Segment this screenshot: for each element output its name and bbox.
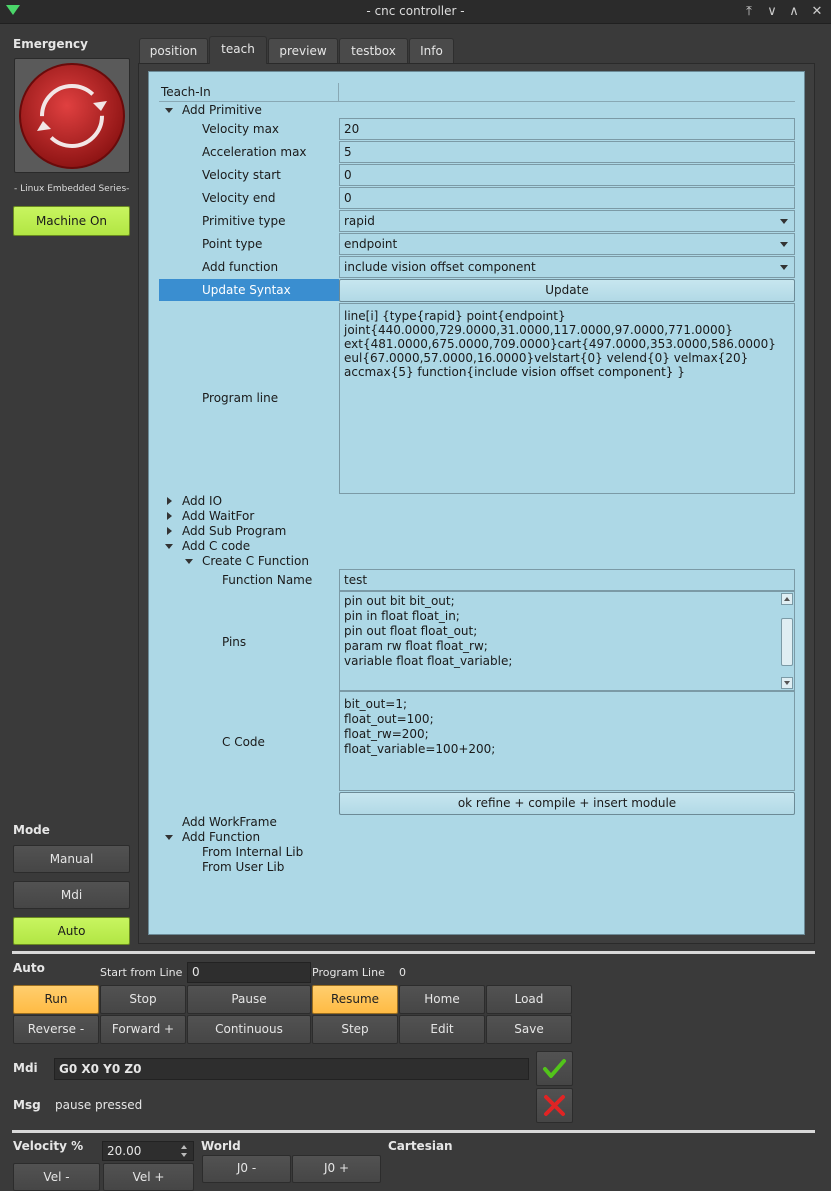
velocity-max-field[interactable]: 20: [339, 118, 795, 140]
chevron-down-icon: [780, 219, 788, 224]
expand-arrow-icon[interactable]: [167, 527, 172, 535]
tab-teach[interactable]: teach: [209, 36, 267, 64]
program-line-status-value: 0: [399, 966, 406, 979]
emergency-label: Emergency: [13, 37, 88, 51]
start-from-line-label: Start from Line: [100, 966, 183, 979]
program-line-status-label: Program Line: [312, 966, 385, 979]
add-io-item[interactable]: Add IO: [182, 494, 223, 508]
mdi-label: Mdi: [13, 1061, 38, 1075]
mdi-execute-button[interactable]: [536, 1051, 573, 1086]
pause-button[interactable]: Pause: [187, 985, 311, 1014]
add-function-label: Add function: [202, 260, 279, 274]
msg-clear-button[interactable]: [536, 1088, 573, 1123]
emergency-stop-button[interactable]: [14, 58, 130, 173]
point-type-value: endpoint: [344, 237, 398, 251]
resume-button[interactable]: Resume: [312, 985, 398, 1014]
mdi-command-input[interactable]: G0 X0 Y0 Z0: [54, 1058, 529, 1080]
add-function-select[interactable]: [339, 256, 795, 278]
primitive-type-value: rapid: [344, 214, 375, 228]
create-cfunction-item[interactable]: Create C Function: [202, 554, 309, 568]
mode-manual-button[interactable]: Manual: [13, 845, 130, 873]
maximize-icon[interactable]: ∧: [789, 4, 799, 19]
tab-info[interactable]: Info: [409, 38, 454, 63]
series-label: - Linux Embedded Series-: [14, 184, 130, 194]
spin-up-icon[interactable]: [181, 1145, 187, 1149]
add-function-value: include vision offset component: [344, 260, 536, 274]
divider: [12, 1130, 815, 1133]
program-line-label: Program line: [202, 391, 279, 405]
mode-label: Mode: [13, 823, 50, 837]
forward-button[interactable]: Forward +: [100, 1015, 186, 1044]
velocity-start-field[interactable]: 0: [339, 164, 795, 186]
update-syntax-row[interactable]: [159, 279, 339, 301]
velocity-minus-button[interactable]: Vel -: [13, 1163, 100, 1191]
divider: [12, 951, 815, 954]
j0-plus-button[interactable]: J0 +: [292, 1155, 381, 1183]
add-workframe-item[interactable]: Add WorkFrame: [182, 815, 277, 829]
tree-header-label: Teach-In: [161, 85, 211, 99]
minimize-icon[interactable]: ∨: [767, 4, 777, 19]
velocity-plus-button[interactable]: Vel +: [103, 1163, 194, 1191]
load-button[interactable]: Load: [486, 985, 572, 1014]
msg-text: pause pressed: [55, 1098, 143, 1112]
function-name-field[interactable]: test: [339, 569, 795, 591]
add-primitive-item[interactable]: Add Primitive: [182, 103, 262, 117]
from-internal-lib-item[interactable]: From Internal Lib: [202, 845, 304, 859]
mode-mdi-button[interactable]: Mdi: [13, 881, 130, 909]
expand-arrow-icon[interactable]: [165, 108, 173, 113]
velocity-max-label: Velocity max: [202, 122, 280, 136]
pins-text[interactable]: pin out bit bit_out; pin in float float_in; pin out float float_out; param rw float float_rw; variable float float_variable;: [339, 591, 795, 691]
title-bar: [0, 0, 831, 24]
acceleration-max-field[interactable]: 5: [339, 141, 795, 163]
chevron-down-icon: [780, 242, 788, 247]
checkmark-icon: [537, 1052, 572, 1085]
velocity-end-label: Velocity end: [202, 191, 276, 205]
add-subprogram-item[interactable]: Add Sub Program: [182, 524, 287, 538]
world-label: World: [201, 1139, 241, 1153]
update-syntax-label: Update Syntax: [202, 283, 291, 297]
expand-arrow-icon[interactable]: [167, 512, 172, 520]
window-title: - cnc controller -: [366, 4, 465, 18]
cartesian-label: Cartesian: [388, 1139, 453, 1153]
home-button[interactable]: Home: [399, 985, 485, 1014]
emergency-stop-icon: [15, 59, 131, 174]
from-user-lib-item[interactable]: From User Lib: [202, 860, 285, 874]
point-type-select[interactable]: [339, 233, 795, 255]
continuous-button[interactable]: Continuous: [187, 1015, 311, 1044]
acceleration-max-label: Acceleration max: [202, 145, 307, 159]
function-name-label: Function Name: [222, 573, 313, 587]
update-button[interactable]: Update: [339, 279, 795, 302]
scroll-thumb[interactable]: [781, 618, 793, 666]
pins-scrollbar[interactable]: [780, 592, 794, 690]
j0-minus-button[interactable]: J0 -: [202, 1155, 291, 1183]
close-icon: [537, 1089, 572, 1122]
tab-position[interactable]: position: [139, 38, 208, 63]
expand-arrow-icon[interactable]: [165, 835, 173, 840]
add-waitfor-item[interactable]: Add WaitFor: [182, 509, 255, 523]
auto-label: Auto: [13, 961, 45, 975]
save-button[interactable]: Save: [486, 1015, 572, 1044]
chevron-down-icon: [780, 265, 788, 270]
msg-label: Msg: [13, 1098, 41, 1112]
tab-testbox[interactable]: testbox: [339, 38, 408, 63]
ccode-text[interactable]: bit_out=1; float_out=100; float_rw=200; float_variable=100+200;: [339, 691, 795, 791]
velocity-end-field[interactable]: 0: [339, 187, 795, 209]
expand-arrow-icon[interactable]: [167, 497, 172, 505]
close-icon[interactable]: ✕: [811, 4, 823, 19]
primitive-type-select[interactable]: [339, 210, 795, 232]
ccode-label: C Code: [222, 735, 265, 749]
velocity-label: Velocity %: [13, 1139, 84, 1153]
expand-arrow-icon[interactable]: [185, 559, 193, 564]
machine-on-button[interactable]: Machine On: [13, 206, 130, 236]
tree-header: [159, 83, 795, 102]
spin-down-icon[interactable]: [181, 1153, 187, 1157]
keep-above-icon[interactable]: ⤒: [746, 4, 752, 19]
velocity-start-label: Velocity start: [202, 168, 281, 182]
point-type-label: Point type: [202, 237, 263, 251]
add-function-item[interactable]: Add Function: [182, 830, 261, 844]
mode-auto-button[interactable]: Auto: [13, 917, 130, 945]
add-ccode-item[interactable]: Add C code: [182, 539, 251, 553]
tab-preview[interactable]: preview: [268, 38, 338, 63]
velocity-value: 20.00: [107, 1144, 142, 1158]
primitive-type-label: Primitive type: [202, 214, 286, 228]
pins-label: Pins: [222, 635, 247, 649]
edit-button[interactable]: Edit: [399, 1015, 485, 1044]
run-button[interactable]: Run: [13, 985, 99, 1014]
step-button[interactable]: Step: [312, 1015, 398, 1044]
start-from-line-input[interactable]: 0: [187, 962, 311, 983]
reverse-button[interactable]: Reverse -: [13, 1015, 99, 1044]
compile-insert-button[interactable]: ok refine + compile + insert module: [339, 792, 795, 815]
program-line-text[interactable]: line[i] {type{rapid} point{endpoint} joint{440.0000,729.0000,31.0000,117.0000,97.0000,771.0000} ext{481.0000,675.0000,709.0000}cart{497.0000,353.0000,586.0000} eul{67.0000,57.0000,16.0000}velstart{0} velend{0} velmax{20} accmax{5} function{include vision offset component} }: [339, 303, 795, 494]
expand-arrow-icon[interactable]: [165, 544, 173, 549]
teach-in-tree[interactable]: [148, 71, 805, 935]
stop-button[interactable]: Stop: [100, 985, 186, 1014]
velocity-spinbox[interactable]: [102, 1141, 194, 1161]
